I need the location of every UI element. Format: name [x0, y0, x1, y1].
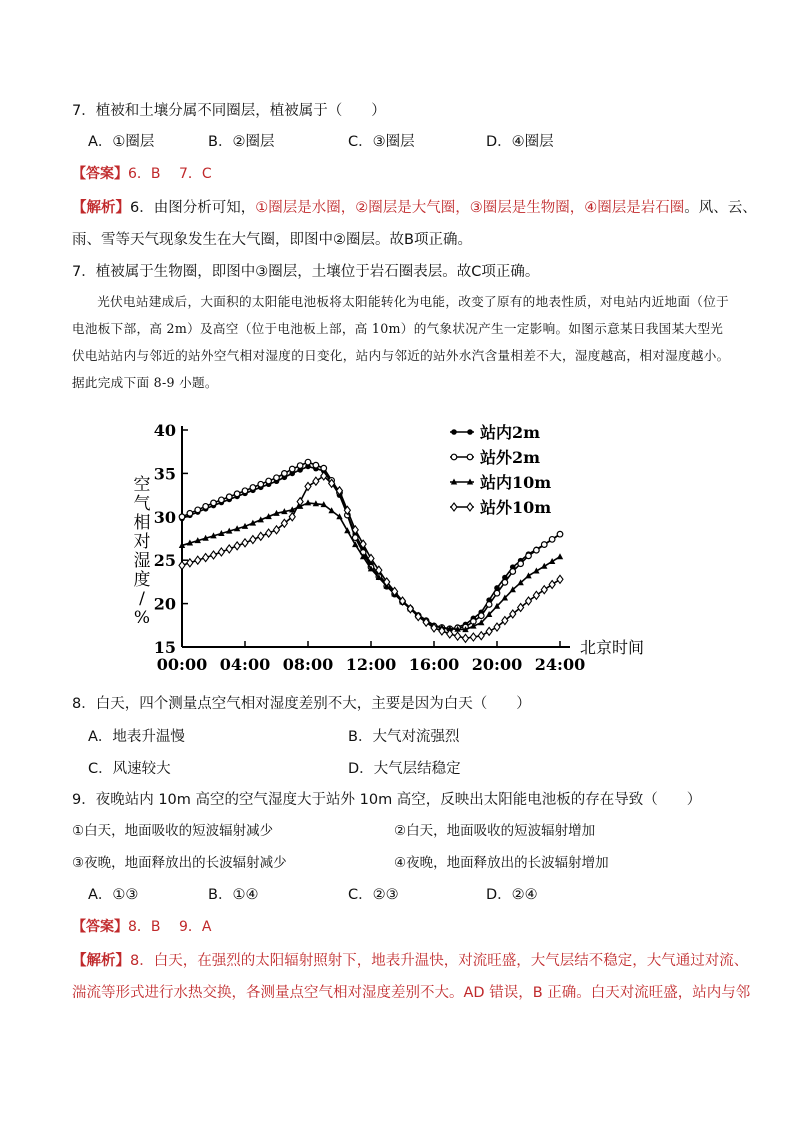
- analysis-highlight: ①圈层是水圈，②圈层是大气圈，③圈层是生物圈，④圈层是岩石圈: [255, 200, 685, 216]
- humidity-line-chart: [120, 418, 680, 680]
- analysis-tag: 【解析】: [72, 953, 130, 969]
- x-tick-label: 08:00: [282, 655, 334, 674]
- legend-marker: [467, 454, 473, 460]
- data-point: [494, 623, 500, 631]
- data-point: [526, 597, 532, 605]
- data-point: [297, 463, 303, 469]
- data-point: [282, 471, 288, 477]
- legend-label: 站内2m: [480, 423, 541, 442]
- data-point: [266, 478, 272, 484]
- answer-tag: 【答案】: [72, 919, 128, 935]
- data-point: [549, 537, 555, 543]
- data-point: [305, 459, 311, 465]
- x-tick-label: 24:00: [534, 655, 586, 674]
- data-point: [557, 575, 563, 583]
- data-point: [494, 590, 500, 596]
- q9-stem: 9．夜晚站内 10m 高空的空气湿度大于站外 10m 高空，反映出太阳能电池板的存在导致（ ）: [72, 792, 702, 808]
- data-point: [258, 481, 264, 487]
- q7-option-d: D．④圈层: [486, 134, 554, 150]
- data-point: [557, 553, 563, 559]
- data-point: [557, 531, 563, 537]
- data-point: [195, 556, 201, 564]
- data-point: [470, 633, 476, 641]
- q9-option-b: B．①④: [208, 887, 259, 903]
- data-point: [478, 613, 484, 619]
- answer-6-7: [72, 164, 212, 184]
- data-point: [510, 569, 516, 575]
- data-point: [478, 632, 484, 640]
- y-tick-label: 30: [153, 507, 176, 527]
- legend-label: 站外10m: [480, 498, 552, 517]
- data-point: [518, 561, 524, 567]
- y-axis-label: 空: [133, 475, 151, 495]
- y-tick-label: 40: [153, 421, 176, 440]
- legend-marker: [451, 503, 457, 511]
- data-point: [281, 519, 287, 527]
- data-point: [289, 466, 295, 472]
- data-point: [274, 475, 280, 481]
- data-point: [187, 511, 193, 517]
- legend-marker: [467, 429, 473, 435]
- q9-option-a: A．①③: [88, 887, 139, 903]
- answer-text: 6．B 7．C: [128, 166, 212, 182]
- q7-stem: 7．植被和土壤分属不同圈层，植被属于（ ）: [72, 103, 386, 119]
- data-point: [313, 477, 319, 485]
- analysis-6-7-line1: [72, 198, 757, 218]
- data-point: [549, 581, 555, 589]
- data-point: [502, 580, 508, 586]
- q8-option-c: C．风速较大: [88, 761, 171, 777]
- q9-option-c: C．②③: [348, 887, 399, 903]
- answer-tag: 【答案】: [72, 166, 128, 182]
- analysis-8-9-line1: [72, 951, 748, 971]
- data-point: [534, 547, 540, 553]
- y-tick-label: 35: [153, 464, 176, 484]
- data-point: [526, 553, 532, 559]
- data-point: [250, 536, 256, 544]
- data-point: [211, 551, 217, 559]
- y-tick-label: 25: [153, 551, 176, 571]
- answer-8-9: [72, 917, 211, 937]
- q7-option-b: B．②圈层: [208, 134, 275, 150]
- data-point: [219, 497, 225, 503]
- y-tick-label: 15: [153, 638, 176, 657]
- data-point: [518, 604, 524, 612]
- x-tick-label: 20:00: [471, 655, 523, 674]
- data-point: [274, 526, 280, 534]
- data-point: [250, 485, 256, 491]
- analysis-tag: 【解析】: [72, 200, 130, 216]
- data-point: [203, 504, 209, 510]
- analysis-6-7-line2: 雨、雪等天气现象发生在大气圈，即图中②圈层。故B项正确。: [72, 232, 472, 248]
- data-point: [313, 462, 319, 468]
- q9-option-d: D．②④: [486, 887, 538, 903]
- x-tick-label: 12:00: [345, 655, 397, 674]
- data-point: [203, 554, 209, 562]
- y-axis-label: /: [139, 589, 145, 609]
- q9-statement-1: ①白天，地面吸收的短波辐射减少: [72, 823, 274, 839]
- analysis-6-7-line3: 7．植被属于生物圈，即图中③圈层，土壤位于岩石圈表层。故C项正确。: [72, 264, 540, 280]
- q8-option-a: A．地表升温慢: [88, 729, 185, 745]
- data-point: [258, 532, 264, 540]
- data-point: [486, 627, 492, 635]
- q9-statement-2: ②白天，地面吸收的短波辐射增加: [394, 823, 596, 839]
- analysis-text: 。风、云、: [684, 200, 757, 216]
- x-axis-label: 北京时间: [580, 638, 645, 657]
- data-point: [179, 514, 185, 520]
- data-point: [226, 494, 232, 500]
- legend-marker: [451, 429, 457, 435]
- q9-statement-4: ④夜晚，地面释放出的长波辐射增加: [394, 855, 609, 871]
- data-point: [533, 591, 539, 599]
- data-point: [234, 491, 240, 497]
- analysis-text: 6．由图分析可知，: [130, 200, 256, 216]
- y-axis-label: 湿: [133, 551, 151, 571]
- analysis-8-9-line2: 湍流等形式进行水热交换，各测量点空气相对湿度差别不大。AD 错误，B 正确。白天对流旺盛，站内与邻: [72, 985, 751, 1001]
- q8-stem: 8．白天，四个测量点空气相对湿度差别不大，主要是因为白天（ ）: [72, 696, 531, 712]
- q7-option-a: A．①圈层: [88, 134, 155, 150]
- x-tick-label: 16:00: [408, 655, 460, 674]
- q8-option-b: B．大气对流强烈: [348, 729, 460, 745]
- data-point: [510, 610, 516, 618]
- data-point: [486, 602, 492, 608]
- answer-text: 8．B 9．A: [128, 919, 212, 935]
- x-tick-label: 00:00: [156, 655, 208, 674]
- data-point: [266, 529, 272, 537]
- data-point: [463, 634, 469, 642]
- legend-marker: [451, 454, 457, 460]
- data-point: [541, 586, 547, 594]
- data-point: [211, 500, 217, 506]
- y-axis-label: %: [133, 608, 151, 628]
- data-point: [234, 542, 240, 550]
- y-tick-label: 20: [153, 594, 176, 614]
- data-point: [541, 542, 547, 548]
- data-point: [502, 617, 508, 625]
- data-point: [242, 539, 248, 547]
- data-point: [242, 488, 248, 494]
- legend-label: 站内10m: [480, 473, 552, 492]
- legend-label: 站外2m: [480, 448, 541, 467]
- y-axis-label: 对: [133, 532, 151, 552]
- q7-option-c: C．③圈层: [348, 134, 415, 150]
- q8-option-d: D．大气层结稳定: [348, 761, 461, 777]
- data-point: [195, 507, 201, 513]
- data-point: [455, 632, 461, 640]
- data-point: [321, 465, 327, 471]
- y-axis-label: 度: [133, 570, 151, 590]
- x-tick-label: 04:00: [219, 655, 271, 674]
- y-axis-label: 气: [133, 494, 151, 514]
- legend-marker: [467, 503, 473, 511]
- data-point: [218, 548, 224, 556]
- q9-statement-3: ③夜晚，地面释放出的长波辐射减少: [72, 855, 287, 871]
- y-axis-label: 相: [133, 513, 151, 533]
- data-point: [226, 545, 232, 553]
- data-point: [179, 561, 185, 569]
- reading-passage: 光伏电站建成后，大面积的太阳能电池板将太阳能转化为电能，改变了原有的地表性质，对电站内近地面（位于电池板下部，高 2m）及高空（位于电池板上部，高 10m）的气象状况产生一定影响。如图示意某日我国某大型光伏电站站内与邻近的站外空气相对湿度的日变化，站内与邻近的站外水汽含量相差不大，湿度越高，相对湿度越小。据此完成下面 8-9 小题。: [72, 294, 730, 390]
- analysis-text: 8．白天，在强烈的太阳辐射照射下，地表升温快，对流旺盛，大气层结不稳定，大气通过对流、: [130, 953, 749, 969]
